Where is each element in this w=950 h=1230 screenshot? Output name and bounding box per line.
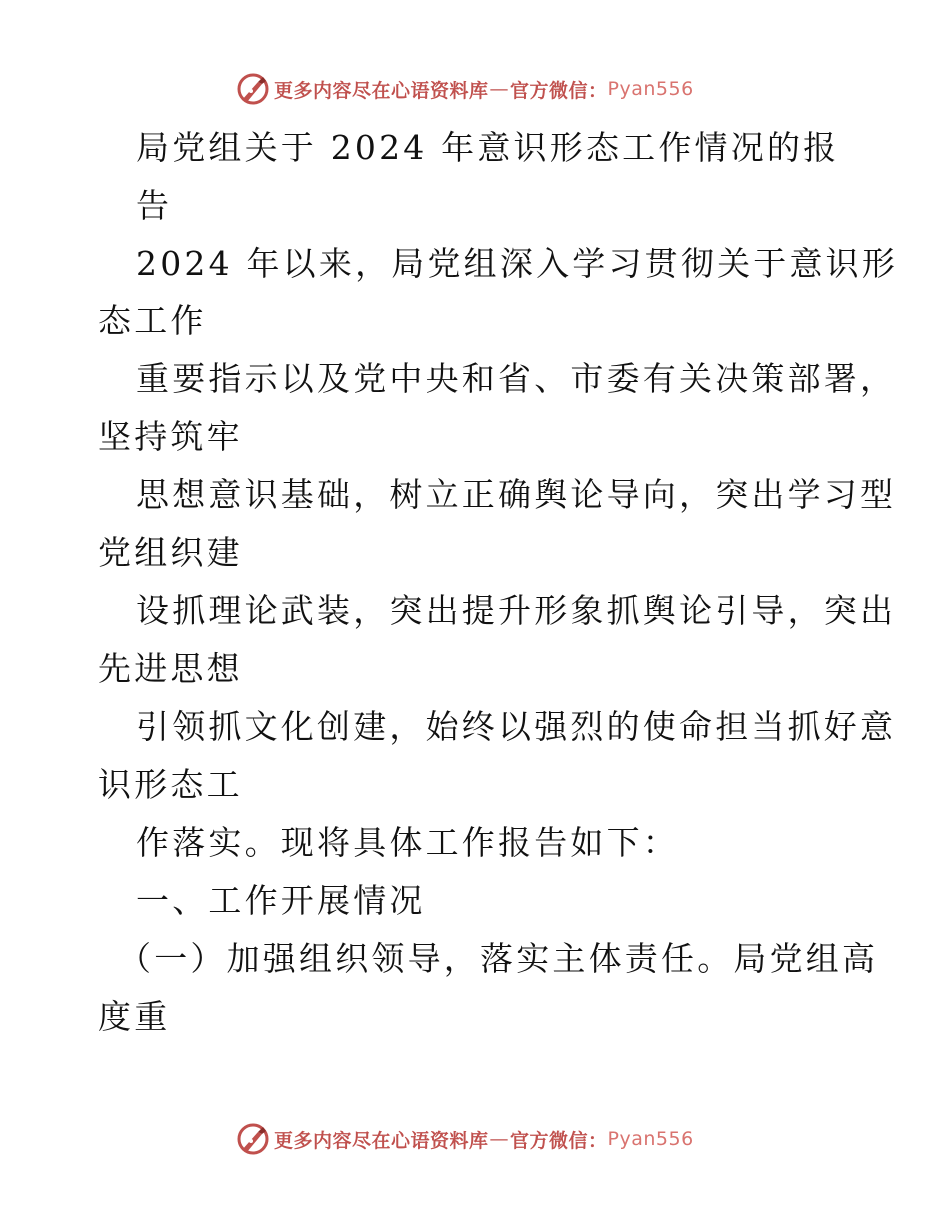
watermark-dash: — — [489, 1128, 510, 1150]
pen-logo-icon — [236, 72, 270, 106]
paragraph-line: 2024 年以来，局党组深入学习贯彻关于意识形 — [136, 244, 899, 283]
watermark-wechat-id: Pyan556 — [607, 1128, 694, 1150]
paragraph-line: 党组织建 — [98, 533, 243, 572]
title-line-1: 局党组关于 2024 年意识形态工作情况的报 — [136, 128, 840, 167]
paragraph-line: 作落实。现将具体工作报告如下： — [136, 823, 679, 862]
title-line-2: 告 — [136, 186, 173, 225]
paragraph-line: 坚持筑牢 — [98, 417, 243, 456]
paragraph-line: 度重 — [98, 997, 171, 1036]
watermark-wechat-id: Pyan556 — [607, 78, 694, 100]
footer-watermark — [236, 1121, 694, 1157]
paragraph-line: 重要指示以及党中央和省、市委有关决策部署， — [136, 359, 897, 398]
watermark-text: 更多内容尽在心语资料库 — [274, 1129, 489, 1152]
section-heading: 一、工作开展情况 — [136, 881, 426, 920]
header-watermark — [236, 71, 694, 107]
paragraph-line: 引领抓文化创建，始终以强烈的使命担当抓好意 — [136, 707, 897, 746]
watermark-label: 官方微信： — [510, 1129, 608, 1152]
pen-logo-icon — [236, 1122, 270, 1156]
watermark-label: 官方微信： — [510, 79, 608, 102]
watermark-dash: — — [489, 78, 510, 100]
paragraph-line: 态工作 — [98, 301, 207, 340]
paragraph-line: 识形态工 — [98, 765, 243, 804]
paragraph-line: 设抓理论武装，突出提升形象抓舆论引导，突出 — [136, 591, 897, 630]
paragraph-line: 思想意识基础，树立正确舆论导向，突出学习型 — [136, 475, 897, 514]
watermark-text: 更多内容尽在心语资料库 — [274, 79, 489, 102]
subsection-heading-line: （一）加强组织领导，落实主体责任。局党组高 — [118, 939, 879, 978]
paragraph-line: 先进思想 — [98, 649, 243, 688]
